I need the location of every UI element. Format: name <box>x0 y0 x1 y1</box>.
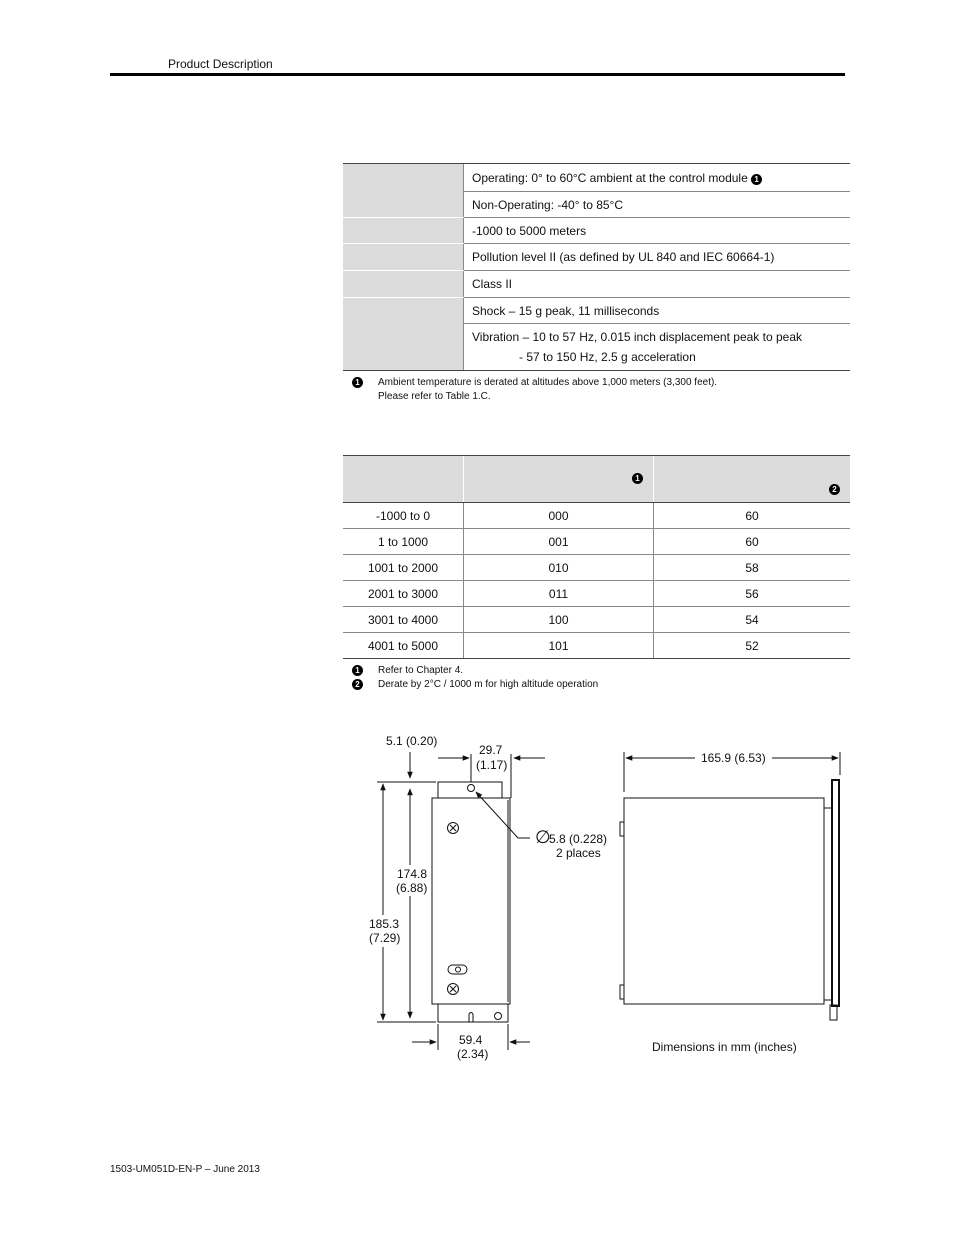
row-label-cell <box>343 244 464 271</box>
running-header: Product Description <box>168 57 273 71</box>
front-view-body <box>432 798 510 1004</box>
footnote: 1 Refer to Chapter 4. <box>343 664 598 678</box>
table-cell: Class II <box>464 271 851 298</box>
environmental-specs-table <box>343 163 850 371</box>
table-row <box>343 271 850 298</box>
table-row <box>343 298 850 324</box>
column-header <box>343 456 464 503</box>
row-label-cell <box>343 271 464 298</box>
alt-table-footnotes <box>343 664 598 692</box>
header-rule <box>110 73 845 76</box>
drawing-caption: Dimensions in mm (inches) <box>652 1040 797 1054</box>
table-row: 2001 to 3000 011 56 <box>343 581 850 607</box>
table-header-row <box>343 456 850 503</box>
row-label-cell <box>343 298 464 371</box>
dim-inner-height-mm: 174.8 <box>397 867 428 881</box>
table-cell: Pollution level II (as defined by UL 840 and IEC 60664-1) <box>464 244 851 271</box>
table-cell: Vibration – 10 to 57 Hz, 0.015 inch displacement peak to peak - 57 to 150 Hz, 2.5 g acceleration <box>464 324 851 371</box>
footnote-marker: 1 <box>632 473 643 484</box>
table-cell: Non-Operating: -40° to 85°C <box>464 192 851 218</box>
table-row <box>343 218 850 244</box>
connector-slot <box>448 965 467 974</box>
dim-hole: 5.8 (0.228) <box>549 832 608 846</box>
column-header <box>464 456 654 503</box>
altitude-derating-table <box>343 455 850 659</box>
footnote-marker: 2 <box>829 484 840 495</box>
table-row: -1000 to 0 000 60 <box>343 503 850 529</box>
dim-hole-places: 2 places <box>556 846 601 860</box>
table-cell: Operating: 0° to 60°C ambient at the control module 1 <box>464 164 851 192</box>
footnote: 2 Derate by 2°C / 1000 m for high altitude operation <box>343 678 598 692</box>
diameter-icon: ∅ <box>535 827 551 847</box>
dimension-drawing <box>360 730 850 1070</box>
table-row: 4001 to 5000 101 52 <box>343 633 850 659</box>
table-row <box>343 164 850 192</box>
row-label-cell <box>343 218 464 244</box>
page-footer: 1503-UM051D-EN-P – June 2013 <box>110 1164 260 1175</box>
table-row: 3001 to 4000 100 54 <box>343 607 850 633</box>
dim-bottom-width-mm: 59.4 <box>459 1033 483 1047</box>
footnote-marker: 1 <box>352 665 363 676</box>
footnote: 1 Ambient temperature is derated at altitudes above 1,000 meters (3,300 feet). Please refer to Table 1.C. <box>343 376 717 404</box>
dim-top-width-in: (1.17) <box>476 758 508 772</box>
table-row: 1001 to 2000 010 58 <box>343 555 850 581</box>
dim-outer-height-mm: 185.3 <box>369 917 400 931</box>
table-cell: -1000 to 5000 meters <box>464 218 851 244</box>
mount-hole <box>468 785 475 792</box>
env-table-footnotes <box>343 376 717 404</box>
dim-top-width-mm: 29.7 <box>479 743 503 757</box>
dim-inner-height-in: (6.88) <box>396 881 428 895</box>
table-row <box>343 244 850 271</box>
side-view-body <box>624 798 824 1004</box>
table-row: 1 to 1000 001 60 <box>343 529 850 555</box>
dim-outer-height-in: (7.29) <box>369 931 401 945</box>
dim-depth: 165.9 (6.53) <box>701 751 766 765</box>
row-label-cell <box>343 164 464 218</box>
footnote-marker: 2 <box>352 679 363 690</box>
footnote-marker: 1 <box>352 377 363 388</box>
table-cell: Shock – 15 g peak, 11 milliseconds <box>464 298 851 324</box>
dim-bottom-width-in: (2.34) <box>457 1047 489 1061</box>
column-header <box>654 456 851 503</box>
footnote-marker: 1 <box>751 174 762 185</box>
dim-top-offset: 5.1 (0.20) <box>386 734 438 748</box>
